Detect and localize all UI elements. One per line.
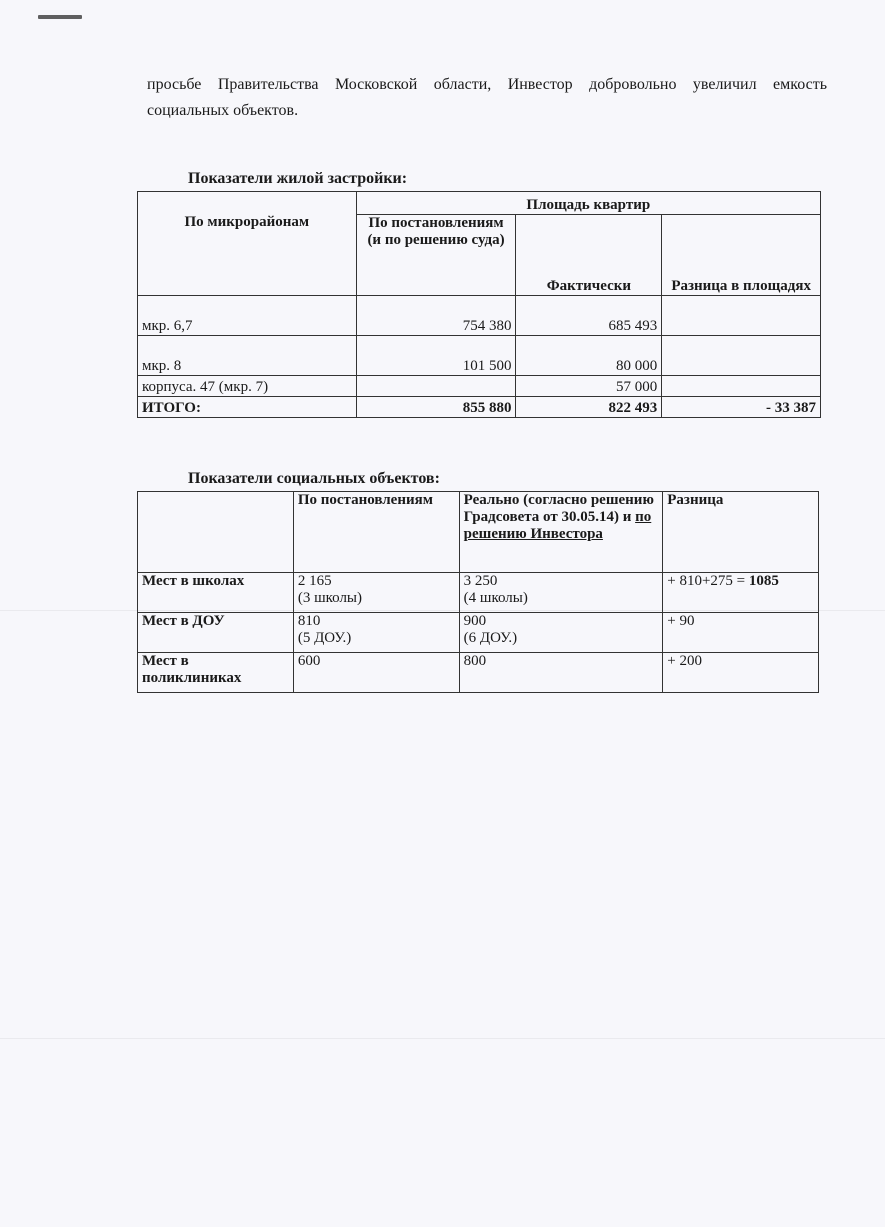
col-fact: Фактически <box>516 215 662 296</box>
row-label: Мест в поликлиниках <box>138 653 294 693</box>
table-row <box>138 296 821 336</box>
cell-plan <box>293 613 459 653</box>
real-value: 900 <box>463 613 487 629</box>
cell-real <box>459 573 663 613</box>
cell-plan: 754 380 <box>356 296 516 336</box>
cell-diff <box>662 376 821 397</box>
paper-fold <box>0 1038 885 1039</box>
col-group: Площадь квартир <box>356 192 820 215</box>
col-real <box>459 492 663 573</box>
real-note: (6 ДОУ.) <box>463 630 518 646</box>
diff-text: + 200 <box>667 653 702 669</box>
intro-line: социальных объектов. <box>147 102 299 119</box>
cell-plan: 101 500 <box>356 336 516 376</box>
header-empty-cell <box>138 492 294 573</box>
total-diff: - 33 387 <box>662 397 821 418</box>
cell-fact: 80 000 <box>516 336 662 376</box>
table-row <box>138 336 821 376</box>
real-note: (4 школы) <box>463 590 528 606</box>
cell-fact: 57 000 <box>516 376 662 397</box>
col-plan: По постановлениям <box>293 492 459 573</box>
housing-heading: Показатели жилой застройки: <box>188 170 408 187</box>
cell-fact: 685 493 <box>516 296 662 336</box>
header-row <box>138 492 819 573</box>
cell-plan <box>356 376 516 397</box>
table-row <box>138 653 819 693</box>
diff-bold: 1085 <box>748 573 779 589</box>
col-real-text: Реально (согласно решению Градсовета от 30.05.14) и <box>463 492 654 525</box>
cell-plan <box>293 573 459 613</box>
col-real-underlined: по решению Инвестора <box>463 509 652 542</box>
total-row <box>138 397 821 418</box>
cell-district: мкр. 8 <box>138 336 357 376</box>
housing-table <box>137 191 821 418</box>
plan-value: 600 <box>297 653 321 669</box>
total-fact: 822 493 <box>516 397 662 418</box>
cell-diff <box>663 613 819 653</box>
cell-diff <box>662 296 821 336</box>
scan-mark <box>38 15 82 19</box>
diff-text: + 810+275 = <box>667 573 749 589</box>
cell-diff <box>662 336 821 376</box>
table-row <box>138 573 819 613</box>
cell-district: корпуса. 47 (мкр. 7) <box>138 376 357 397</box>
intro-paragraph <box>147 72 827 124</box>
real-value: 800 <box>463 653 487 669</box>
plan-note: (3 школы) <box>297 590 363 606</box>
real-value: 3 250 <box>463 573 498 589</box>
cell-plan <box>293 653 459 693</box>
social-heading: Показатели социальных объектов: <box>188 470 440 487</box>
table-row <box>138 376 821 397</box>
header-row <box>138 192 821 215</box>
cell-real <box>459 613 663 653</box>
cell-diff <box>663 573 819 613</box>
social-table <box>137 491 819 693</box>
row-label: Мест в школах <box>138 573 294 613</box>
col-plan: По постановлениям (и по решению суда) <box>356 215 516 296</box>
col-district: По микрорайонам <box>138 192 357 296</box>
col-diff: Разница в площадях <box>662 215 821 296</box>
col-diff: Разница <box>663 492 819 573</box>
plan-value: 810 <box>297 613 321 629</box>
plan-value: 2 165 <box>297 573 332 589</box>
cell-real <box>459 653 663 693</box>
table-row <box>138 613 819 653</box>
diff-text: + 90 <box>667 613 695 629</box>
plan-note: (5 ДОУ.) <box>297 630 352 646</box>
intro-line: просьбе Правительства Московской области, Инвестор добровольно увеличил емкость <box>147 76 827 93</box>
total-plan: 855 880 <box>356 397 516 418</box>
row-label: Мест в ДОУ <box>138 613 294 653</box>
total-label: ИТОГО: <box>138 397 357 418</box>
cell-diff <box>663 653 819 693</box>
cell-district: мкр. 6,7 <box>138 296 357 336</box>
